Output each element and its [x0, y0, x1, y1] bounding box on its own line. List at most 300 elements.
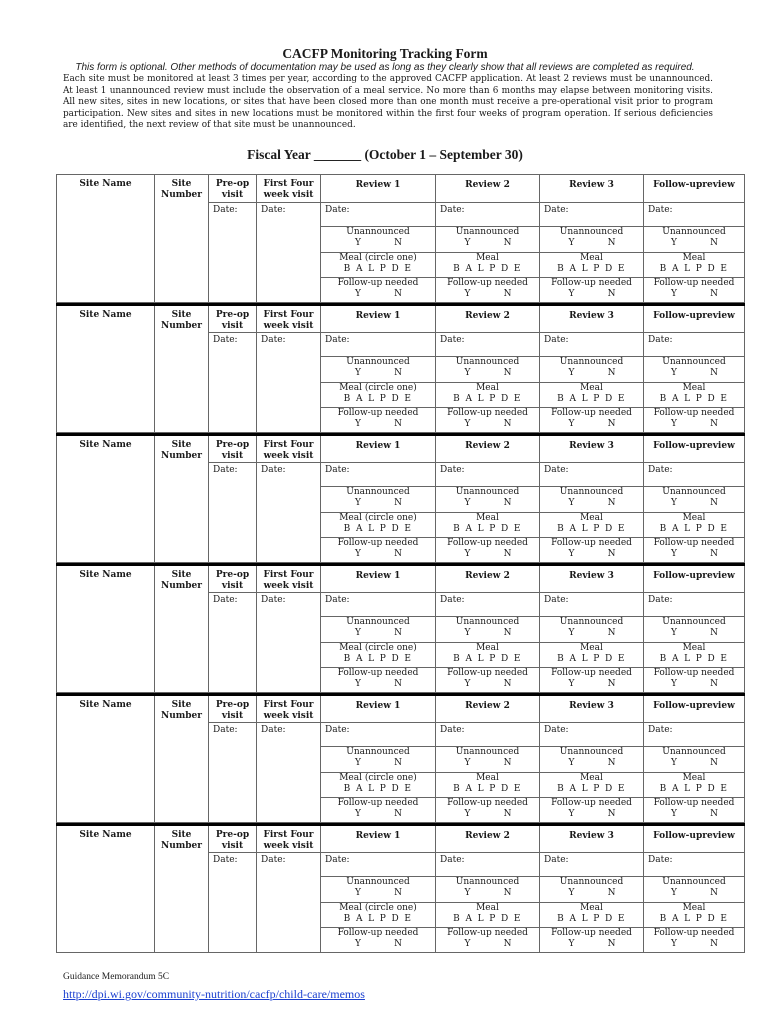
site-name-cell[interactable] [57, 175, 155, 303]
yes-no-choice[interactable] [321, 758, 435, 769]
review-2-header: Review 2 [436, 695, 540, 723]
yes-no-choice[interactable] [644, 679, 744, 690]
first-four-date-cell[interactable] [257, 463, 321, 563]
no-option[interactable]: N [503, 939, 512, 949]
review-3-header: Review 3 [540, 305, 644, 333]
meal-codes[interactable]: B A L P D E [557, 394, 626, 404]
no-option[interactable]: N [503, 419, 512, 429]
no-option[interactable]: N [710, 809, 718, 819]
date-label: Date: [261, 465, 286, 475]
review-date-cell[interactable] [321, 593, 436, 617]
no-option[interactable]: N [607, 628, 616, 638]
yes-no-choice[interactable] [321, 289, 435, 300]
meal-label: Meal [682, 383, 706, 393]
yes-no-choice[interactable] [436, 289, 539, 300]
site-name-cell[interactable] [57, 565, 155, 693]
followup-needed-label: Follow-up needed [447, 668, 528, 678]
yes-no-choice[interactable] [436, 809, 539, 820]
preop-date-cell[interactable] [209, 463, 257, 563]
review-date-cell[interactable] [436, 463, 540, 487]
meal-codes[interactable]: B A L P D E [453, 264, 522, 274]
no-option[interactable]: N [394, 368, 402, 378]
no-option[interactable]: N [710, 238, 718, 248]
preop-date-cell[interactable] [209, 723, 257, 823]
yes-option[interactable]: Y [464, 549, 471, 559]
date-label: Date: [544, 855, 569, 865]
yes-option[interactable]: Y [464, 419, 471, 429]
followup-needed-label: Follow-up needed [653, 538, 735, 548]
followup-needed-cell [644, 928, 745, 953]
unannounced-label: Unannounced [346, 487, 410, 497]
date-label: Date: [213, 465, 238, 475]
followup-needed-label: Follow-up needed [551, 668, 632, 678]
site-number-cell[interactable] [155, 825, 209, 953]
yes-option[interactable]: Y [568, 238, 575, 248]
site-number-header: Site [171, 310, 192, 320]
no-option[interactable]: N [710, 888, 718, 898]
yes-no-choice[interactable] [644, 809, 744, 820]
review-3-header: Review 3 [540, 435, 644, 463]
yes-option[interactable]: Y [355, 628, 361, 638]
followup-needed-label: Follow-up needed [337, 408, 419, 418]
meal-codes[interactable]: B A L P D E [343, 524, 413, 534]
no-option[interactable]: N [710, 549, 718, 559]
no-option[interactable]: N [710, 368, 718, 378]
followup-review-header [644, 825, 745, 853]
meal-codes[interactable]: B A L P D E [557, 784, 626, 794]
date-label: Date: [544, 595, 569, 605]
memos-link[interactable]: http://dpi.wi.gov/community-nutrition/cacfp/child-care/memos [63, 987, 365, 1001]
review-date-cell[interactable] [540, 593, 644, 617]
yes-option[interactable]: Y [355, 888, 361, 898]
site-block [56, 303, 745, 433]
yes-no-choice[interactable] [540, 888, 643, 899]
site-number-cell[interactable] [155, 565, 209, 693]
yes-no-choice[interactable] [540, 809, 643, 820]
yes-no-choice[interactable] [644, 498, 744, 509]
meal-label: Meal [476, 773, 499, 783]
site-number-cell[interactable] [155, 305, 209, 433]
meal-cell [436, 903, 540, 928]
yes-no-choice[interactable] [644, 368, 744, 379]
preop-date-cell[interactable] [209, 333, 257, 433]
site-number-cell[interactable] [155, 175, 209, 303]
review-date-cell[interactable] [644, 853, 745, 877]
yes-option[interactable]: Y [464, 888, 471, 898]
meal-codes[interactable]: B A L P D E [557, 654, 626, 664]
meal-codes[interactable]: B A L P D E [659, 394, 729, 404]
unannounced-label: Unannounced [455, 487, 520, 497]
yes-option[interactable]: Y [568, 939, 575, 949]
followup-needed-cell [436, 928, 540, 953]
yes-option[interactable]: Y [671, 289, 677, 299]
yes-option[interactable]: Y [355, 498, 361, 508]
no-option[interactable]: N [607, 238, 616, 248]
followup-needed-cell [540, 928, 644, 953]
yes-no-choice[interactable] [436, 419, 539, 430]
meal-codes[interactable]: B A L P D E [453, 784, 522, 794]
first-four-date-cell[interactable] [257, 203, 321, 303]
unannounced-label: Unannounced [346, 877, 410, 887]
review-date-cell[interactable] [644, 463, 745, 487]
preop-date-cell[interactable] [209, 853, 257, 953]
unannounced-label: Unannounced [559, 877, 624, 887]
no-option[interactable]: N [394, 498, 402, 508]
site-name-cell[interactable] [57, 695, 155, 823]
yes-no-choice[interactable] [321, 628, 435, 639]
yes-no-choice[interactable] [644, 758, 744, 769]
date-label: Date: [325, 335, 350, 345]
followup-review-header [644, 305, 745, 333]
yes-option[interactable]: Y [671, 498, 677, 508]
date-label: Date: [325, 595, 350, 605]
unannounced-cell [540, 487, 644, 513]
yes-option[interactable]: Y [568, 758, 575, 768]
no-option[interactable]: N [394, 888, 402, 898]
site-number-header-2: Number [160, 840, 203, 851]
first-four-header-cell [257, 305, 321, 333]
meal-codes[interactable]: B A L P D E [343, 914, 413, 924]
site-name-header: Site Name [79, 700, 132, 710]
meal-codes[interactable]: B A L P D E [343, 264, 413, 274]
no-option[interactable]: N [607, 368, 616, 378]
unannounced-label: Unannounced [346, 227, 410, 237]
review-date-cell[interactable] [644, 593, 745, 617]
yes-no-choice[interactable] [436, 238, 539, 249]
yes-no-choice[interactable] [436, 758, 539, 769]
no-option[interactable]: N [710, 679, 718, 689]
yes-option[interactable]: Y [568, 549, 575, 559]
no-option[interactable]: N [607, 289, 616, 299]
review-date-cell[interactable] [321, 723, 436, 747]
meal-codes[interactable]: B A L P D E [343, 654, 413, 664]
meal-cell [436, 513, 540, 538]
meal-cell [540, 643, 644, 668]
yes-option[interactable]: Y [671, 888, 677, 898]
first-four-date-cell[interactable] [257, 593, 321, 693]
preop-date-cell[interactable] [209, 203, 257, 303]
yes-no-choice[interactable] [436, 679, 539, 690]
yes-no-choice[interactable] [436, 628, 539, 639]
review-date-cell[interactable] [321, 203, 436, 227]
no-option[interactable]: N [607, 888, 616, 898]
yes-no-choice[interactable] [540, 549, 643, 560]
yes-no-choice[interactable] [321, 888, 435, 899]
meal-codes[interactable]: B A L P D E [453, 394, 522, 404]
yes-option[interactable]: Y [671, 368, 677, 378]
meal-cell [436, 773, 540, 798]
first-four-date-cell[interactable] [257, 853, 321, 953]
yes-option[interactable]: Y [355, 758, 361, 768]
no-option[interactable]: N [394, 809, 402, 819]
meal-codes[interactable]: B A L P D E [343, 394, 413, 404]
yes-no-choice[interactable] [644, 939, 744, 950]
no-option[interactable]: N [607, 498, 616, 508]
no-option[interactable]: N [607, 419, 616, 429]
meal-codes[interactable]: B A L P D E [343, 784, 413, 794]
yes-no-choice[interactable] [644, 888, 744, 899]
yes-option[interactable]: Y [671, 628, 677, 638]
meal-cell [436, 383, 540, 408]
yes-option[interactable]: Y [671, 758, 677, 768]
no-option[interactable]: N [710, 419, 718, 429]
footer-memo: Guidance Memorandum 5C [63, 972, 170, 982]
site-number-header-2: Number [160, 710, 203, 721]
followup-needed-cell [436, 668, 540, 693]
review-date-cell[interactable] [540, 333, 644, 357]
yes-option[interactable]: Y [355, 238, 361, 248]
no-option[interactable]: N [503, 809, 512, 819]
followup-needed-label: Follow-up needed [337, 798, 419, 808]
yes-option[interactable]: Y [464, 238, 471, 248]
yes-no-choice[interactable] [540, 368, 643, 379]
no-option[interactable]: N [394, 549, 402, 559]
no-option[interactable]: N [503, 289, 512, 299]
yes-option[interactable]: Y [671, 939, 677, 949]
yes-no-choice[interactable] [644, 289, 744, 300]
no-option[interactable]: N [503, 549, 512, 559]
yes-no-choice[interactable] [321, 679, 435, 690]
no-option[interactable]: N [394, 939, 402, 949]
unannounced-label: Unannounced [559, 617, 624, 627]
no-option[interactable]: N [607, 809, 616, 819]
yes-option[interactable]: Y [568, 368, 575, 378]
followup-needed-cell [540, 668, 644, 693]
fiscal-year-line: Fiscal Year _______ (October 1 – September 30) [247, 147, 523, 162]
review-date-cell[interactable] [436, 853, 540, 877]
yes-option[interactable]: Y [568, 419, 575, 429]
no-option[interactable]: N [503, 238, 512, 248]
meal-codes[interactable]: B A L P D E [453, 654, 522, 664]
yes-no-choice[interactable] [436, 939, 539, 950]
no-option[interactable]: N [607, 758, 616, 768]
followup-header: Follow-up [653, 701, 703, 711]
review-date-cell[interactable] [436, 593, 540, 617]
unannounced-label: Unannounced [346, 357, 410, 367]
yes-option[interactable]: Y [671, 238, 677, 248]
first-four-date-cell[interactable] [257, 723, 321, 823]
date-label: Date: [544, 725, 569, 735]
yes-no-choice[interactable] [436, 888, 539, 899]
followup-header: Follow-up [653, 831, 703, 841]
yes-no-choice[interactable] [321, 368, 435, 379]
review-date-cell[interactable] [540, 203, 644, 227]
review-date-cell[interactable] [540, 853, 644, 877]
yes-option[interactable]: Y [464, 368, 471, 378]
followup-header: Follow-up [653, 571, 703, 581]
yes-option[interactable]: Y [464, 939, 471, 949]
meal-codes[interactable]: B A L P D E [453, 914, 522, 924]
yes-no-choice[interactable] [321, 809, 435, 820]
yes-option[interactable]: Y [355, 419, 361, 429]
followup-needed-label: Follow-up needed [447, 538, 528, 548]
meal-codes[interactable]: B A L P D E [659, 524, 729, 534]
yes-no-choice[interactable] [644, 549, 744, 560]
yes-option[interactable]: Y [568, 289, 575, 299]
unannounced-label: Unannounced [455, 357, 520, 367]
meal-label: Meal (circle one) [339, 643, 417, 653]
no-option[interactable]: N [710, 498, 718, 508]
yes-no-choice[interactable] [644, 238, 744, 249]
date-label: Date: [325, 205, 350, 215]
first-four-header-cell [257, 435, 321, 463]
meal-codes[interactable]: B A L P D E [659, 784, 729, 794]
no-option[interactable]: N [607, 939, 616, 949]
yes-option[interactable]: Y [671, 549, 677, 559]
no-option[interactable]: N [394, 289, 402, 299]
yes-option[interactable]: Y [355, 289, 361, 299]
yes-no-choice[interactable] [436, 498, 539, 509]
no-option[interactable]: N [394, 758, 402, 768]
yes-option[interactable]: Y [671, 809, 677, 819]
no-option[interactable]: N [710, 628, 718, 638]
unannounced-cell [540, 357, 644, 383]
date-label: Date: [213, 725, 238, 735]
yes-option[interactable]: Y [671, 679, 677, 689]
no-option[interactable]: N [394, 679, 402, 689]
followup-review-header [644, 565, 745, 593]
site-number-header-2: Number [160, 189, 203, 200]
yes-option[interactable]: Y [355, 679, 361, 689]
yes-no-choice[interactable] [540, 939, 643, 950]
no-option[interactable]: N [710, 939, 718, 949]
site-name-cell[interactable] [57, 305, 155, 433]
meal-codes[interactable]: B A L P D E [557, 264, 626, 274]
meal-label: Meal [476, 643, 499, 653]
review-date-cell[interactable] [436, 723, 540, 747]
yes-no-choice[interactable] [321, 939, 435, 950]
meal-label: Meal [682, 643, 706, 653]
no-option[interactable]: N [503, 628, 512, 638]
meal-codes[interactable]: B A L P D E [557, 914, 626, 924]
yes-option[interactable]: Y [671, 419, 677, 429]
yes-no-choice[interactable] [540, 289, 643, 300]
site-number-cell[interactable] [155, 435, 209, 563]
yes-option[interactable]: Y [568, 679, 575, 689]
no-option[interactable]: N [503, 498, 512, 508]
followup-needed-label: Follow-up needed [551, 538, 632, 548]
no-option[interactable]: N [503, 368, 512, 378]
yes-no-choice[interactable] [436, 549, 539, 560]
no-option[interactable]: N [503, 758, 512, 768]
followup-needed-cell [436, 538, 540, 563]
yes-option[interactable]: Y [568, 628, 575, 638]
meal-label: Meal [682, 773, 706, 783]
meal-cell [321, 383, 436, 408]
yes-option[interactable]: Y [355, 809, 361, 819]
preop-header-2: visit [221, 320, 244, 331]
review-date-cell[interactable] [436, 203, 540, 227]
yes-option[interactable]: Y [464, 809, 471, 819]
yes-option[interactable]: Y [464, 628, 471, 638]
yes-option[interactable]: Y [355, 549, 361, 559]
yes-option[interactable]: Y [464, 758, 471, 768]
yes-no-choice[interactable] [540, 758, 643, 769]
unannounced-cell [436, 357, 540, 383]
no-option[interactable]: N [394, 238, 402, 248]
yes-option[interactable]: Y [464, 679, 471, 689]
no-option[interactable]: N [710, 758, 718, 768]
review-date-cell[interactable] [644, 723, 745, 747]
review-date-cell[interactable] [540, 463, 644, 487]
meal-cell [540, 513, 644, 538]
first-four-date-cell[interactable] [257, 333, 321, 433]
preop-date-cell[interactable] [209, 593, 257, 693]
yes-option[interactable]: Y [355, 368, 361, 378]
yes-option[interactable]: Y [568, 809, 575, 819]
meal-cell [644, 643, 745, 668]
first-four-header-2: week visit [263, 320, 314, 331]
yes-no-choice[interactable] [540, 679, 643, 690]
date-label: Date: [544, 335, 569, 345]
first-four-header-2: week visit [263, 450, 314, 461]
followup-header-2: review [702, 311, 735, 321]
review-date-cell[interactable] [321, 463, 436, 487]
site-number-cell[interactable] [155, 695, 209, 823]
no-option[interactable]: N [503, 888, 512, 898]
review-date-cell[interactable] [644, 203, 745, 227]
yes-no-choice[interactable] [644, 419, 744, 430]
review-date-cell[interactable] [644, 333, 745, 357]
site-name-cell[interactable] [57, 825, 155, 953]
yes-option[interactable]: Y [464, 498, 471, 508]
yes-no-choice[interactable] [321, 419, 435, 430]
no-option[interactable]: N [710, 289, 718, 299]
meal-label: Meal (circle one) [339, 513, 417, 523]
yes-no-choice[interactable] [540, 498, 643, 509]
meal-codes[interactable]: B A L P D E [453, 524, 522, 534]
yes-option[interactable]: Y [568, 888, 575, 898]
meal-cell [321, 773, 436, 798]
unannounced-label: Unannounced [559, 227, 624, 237]
no-option[interactable]: N [503, 679, 512, 689]
meal-label: Meal (circle one) [339, 773, 417, 783]
review-date-cell[interactable] [436, 333, 540, 357]
yes-no-choice[interactable] [540, 628, 643, 639]
review-date-cell[interactable] [540, 723, 644, 747]
unannounced-label: Unannounced [455, 747, 520, 757]
preop-header-2: visit [221, 710, 244, 721]
meal-codes[interactable]: B A L P D E [659, 264, 729, 274]
yes-option[interactable]: Y [464, 289, 471, 299]
no-option[interactable]: N [394, 419, 402, 429]
site-number-header-2: Number [160, 580, 203, 591]
yes-no-choice[interactable] [436, 368, 539, 379]
yes-no-choice[interactable] [321, 238, 435, 249]
meal-codes[interactable]: B A L P D E [659, 654, 729, 664]
first-four-header: First Four [263, 700, 314, 710]
yes-option[interactable]: Y [568, 498, 575, 508]
yes-no-choice[interactable] [321, 498, 435, 509]
no-option[interactable]: N [607, 679, 616, 689]
review-date-cell[interactable] [321, 333, 436, 357]
meal-codes[interactable]: B A L P D E [659, 914, 729, 924]
meal-cell [644, 383, 745, 408]
review-date-cell[interactable] [321, 853, 436, 877]
yes-option[interactable]: Y [355, 939, 361, 949]
yes-no-choice[interactable] [644, 628, 744, 639]
unannounced-cell [321, 357, 436, 383]
no-option[interactable]: N [607, 549, 616, 559]
yes-no-choice[interactable] [540, 419, 643, 430]
yes-no-choice[interactable] [321, 549, 435, 560]
meal-codes[interactable]: B A L P D E [557, 524, 626, 534]
first-four-header-2: week visit [263, 710, 314, 721]
meal-label: Meal (circle one) [339, 903, 417, 913]
site-name-cell[interactable] [57, 435, 155, 563]
yes-no-choice[interactable] [540, 238, 643, 249]
no-option[interactable]: N [394, 628, 402, 638]
